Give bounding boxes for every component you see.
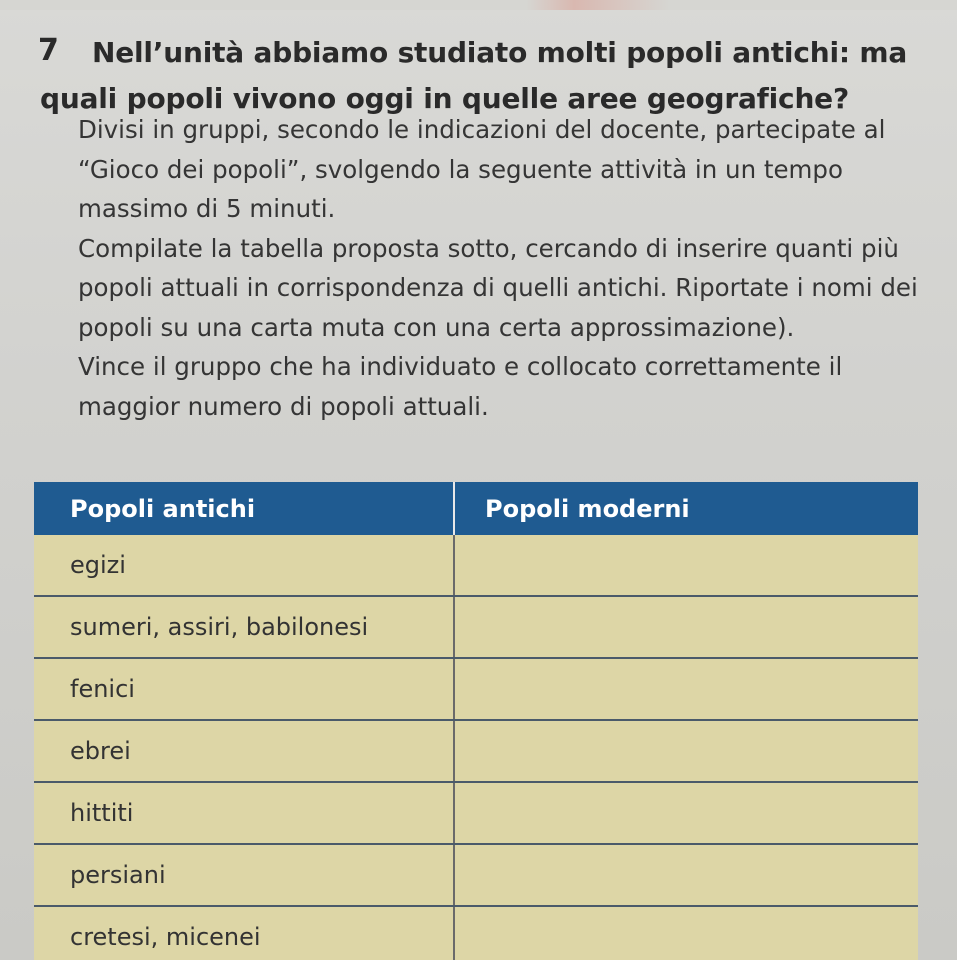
modern-people-cell[interactable] <box>454 535 918 596</box>
modern-people-cell[interactable] <box>454 720 918 782</box>
modern-people-cell[interactable] <box>454 906 918 960</box>
table-row <box>34 720 918 782</box>
table-row <box>34 844 918 906</box>
page-top-edge <box>0 0 957 10</box>
instruction-paragraph: Compilate la tabella proposta sotto, cercando di inserire quanti più popoli attuali in corrispondenza di quelli antichi. Riportate i nomi dei popoli su una carta muta con una certa approssimazione). <box>78 233 918 342</box>
modern-people-cell[interactable] <box>454 844 918 906</box>
ancient-people-cell: sumeri, assiri, babilonesi <box>34 596 454 658</box>
exercise-heading: Nell’unità abbiamo studiato molti popoli antichi: ma quali popoli vivono oggi in quelle aree geografiche? <box>40 36 908 115</box>
table-row <box>34 596 918 658</box>
table-row <box>34 782 918 844</box>
column-header-modern: Popoli moderni <box>454 482 918 535</box>
instruction-paragraph: Divisi in gruppi, secondo le indicazioni del docente, partecipate al “Gioco dei popoli”, svolgendo la seguente attività in un tempo massimo di 5 minuti. <box>78 115 886 223</box>
peoples-table <box>34 482 918 960</box>
table-row <box>34 658 918 720</box>
column-header-ancient: Popoli antichi <box>34 482 454 535</box>
table-header-row <box>34 482 918 535</box>
peoples-table-container <box>34 482 918 960</box>
ancient-people-cell: ebrei <box>34 720 454 782</box>
table-row <box>34 906 918 960</box>
modern-people-cell[interactable] <box>454 596 918 658</box>
ancient-people-cell: hittiti <box>34 782 454 844</box>
ancient-people-cell: egizi <box>34 535 454 596</box>
ancient-people-cell: persiani <box>34 844 454 906</box>
modern-people-cell[interactable] <box>454 658 918 720</box>
table-row <box>34 535 918 596</box>
instructions <box>78 110 928 426</box>
instruction-paragraph: Vince il gruppo che ha individuato e collocato correttamente il maggior numero di popoli attuali. <box>78 352 843 421</box>
ancient-people-cell: fenici <box>34 658 454 720</box>
ancient-people-cell: cretesi, micenei <box>34 906 454 960</box>
exercise-number: 7 <box>38 33 59 68</box>
modern-people-cell[interactable] <box>454 782 918 844</box>
